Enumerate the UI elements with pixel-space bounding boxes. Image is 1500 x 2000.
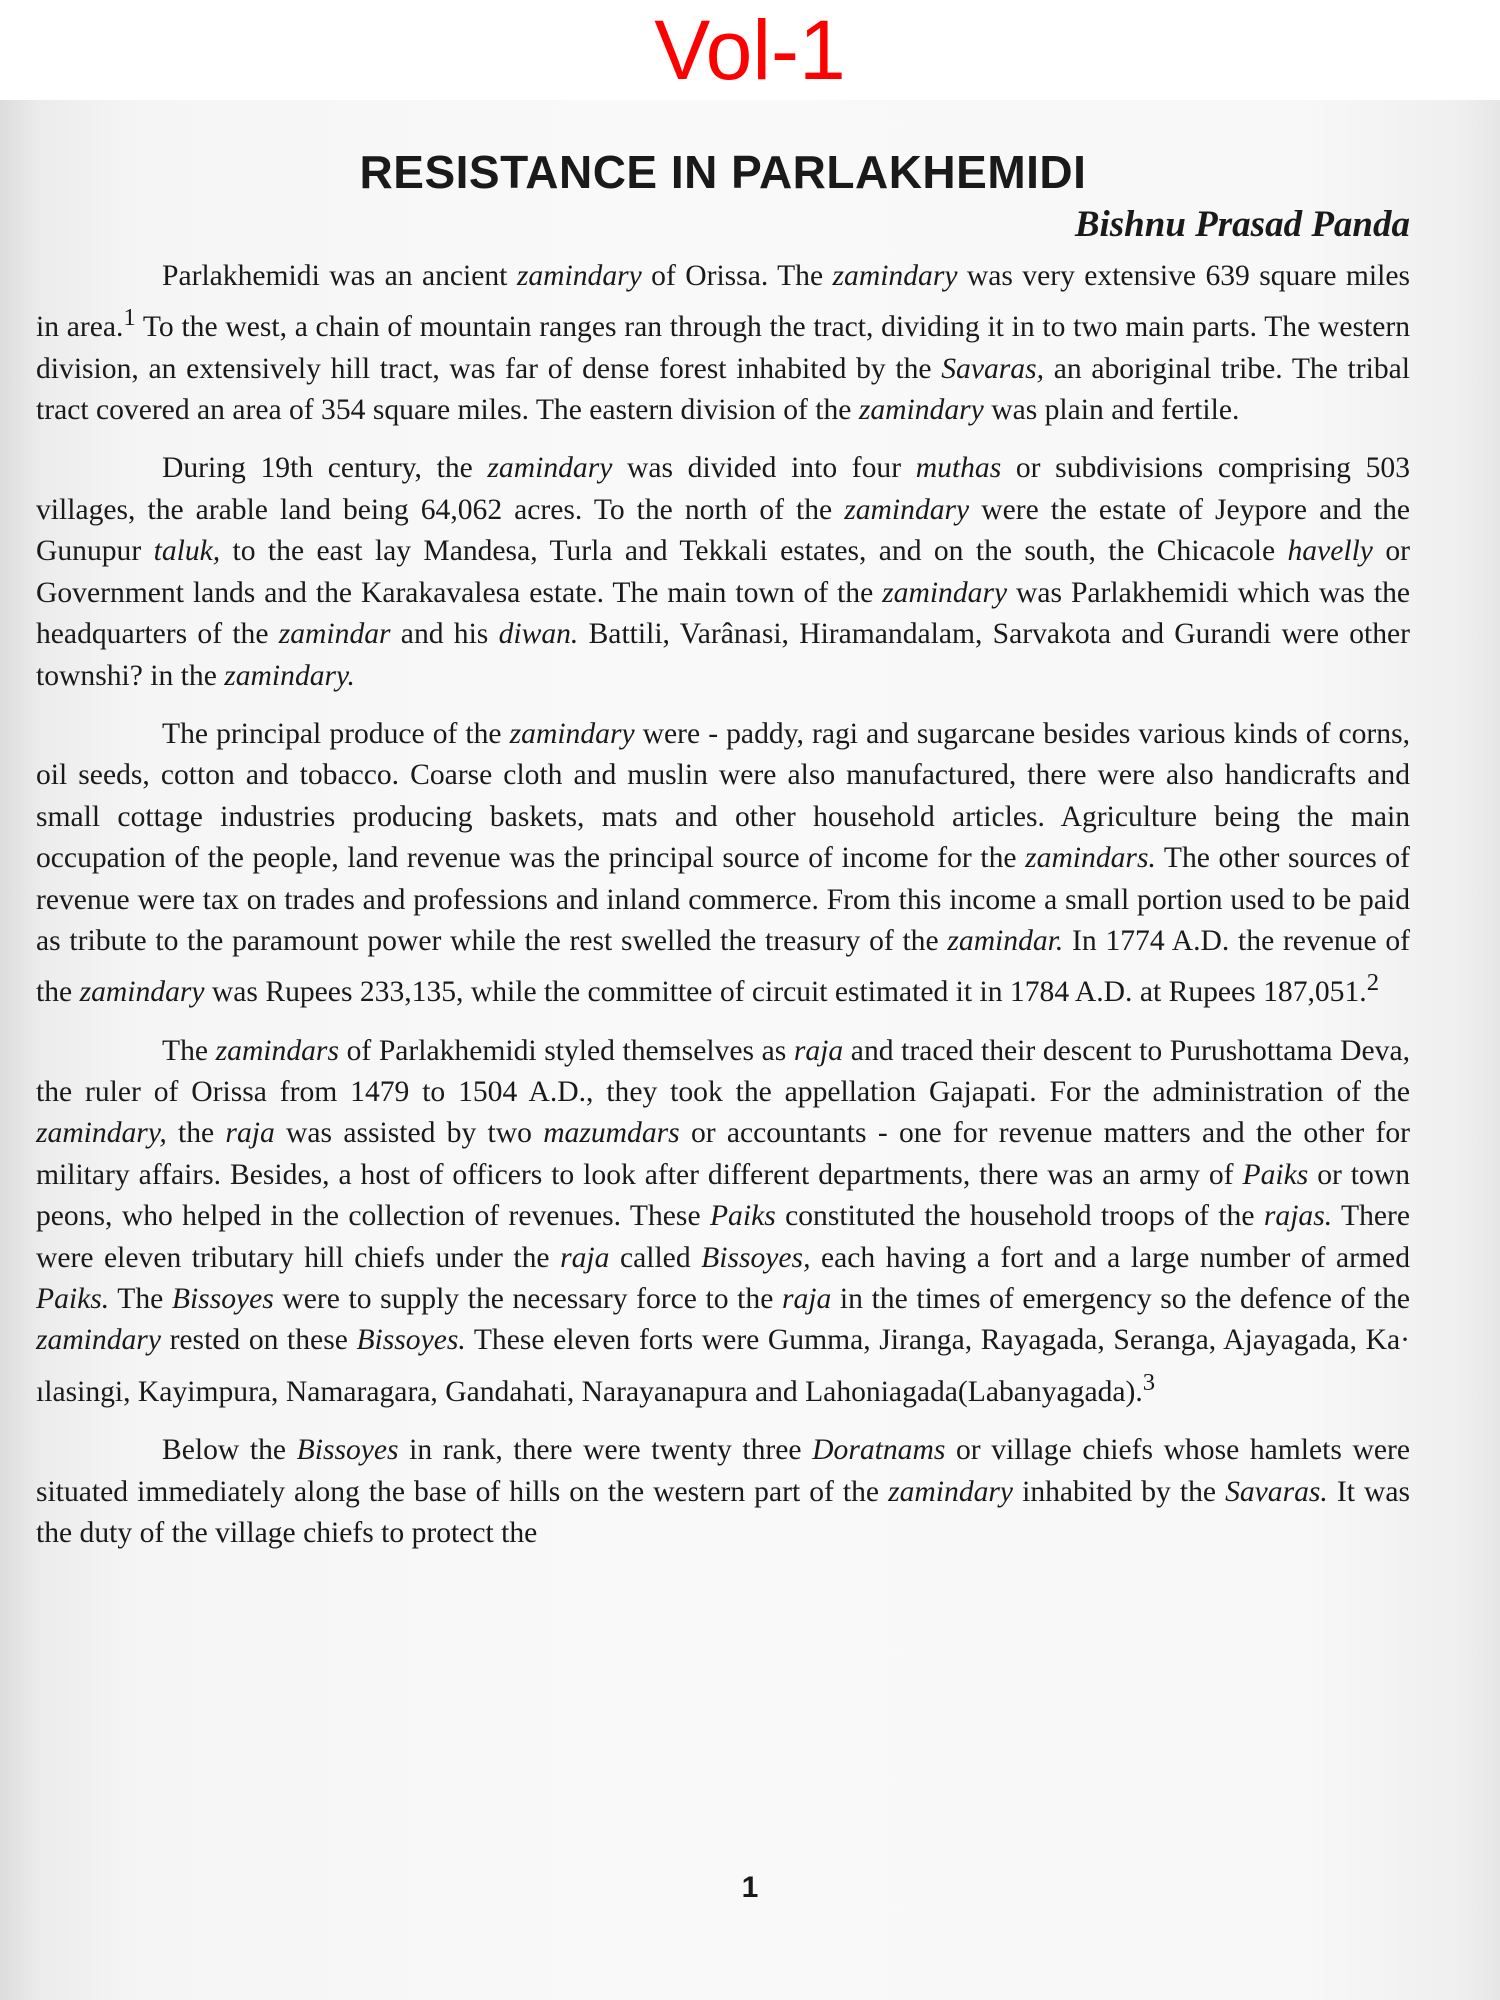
italic-term: mazumdars (543, 1117, 680, 1150)
italic-term: Doratnams (812, 1434, 946, 1467)
text-run: was Rupees 233,135, while the committee of circuit estimated it in 1784 A.D. at Rupees 187,051. (204, 976, 1367, 1009)
italic-term: muthas (915, 452, 1002, 485)
italic-term: zamindars (215, 1034, 339, 1067)
text-run: Parlakhemidi was an ancient (162, 260, 517, 292)
italic-term: zamindar. (947, 924, 1064, 957)
text-run: and traced their descent to Purushottama Deva, the ruler of Orissa from 1479 to 1504 A.D., they took the appellation Gajapati. For the administration of the (36, 1034, 1410, 1109)
text-run: Battili, Varânasi, Hiramandalam, Sarvakota and Gurandi were other townshi? in the (36, 618, 1411, 692)
text-run: of Orissa. The (641, 260, 833, 292)
text-run: It was the duty of the village chiefs to protect the (36, 1475, 1410, 1549)
italic-term: Savaras. (1225, 1475, 1328, 1508)
italic-term: raja (225, 1117, 275, 1150)
text-run: were the estate of Jeypore and the Gunupur (36, 493, 1410, 568)
text-run: were - paddy, ragi and sugarcane besides various kinds of corns, oil seeds, cotton and tobacco. Coarse cloth and muslin were also manufactured, there were also handicrafts and small cottage industries producing baskets, mats and other household articles. Agriculture being the main occupation of the people, land revenue was the principal source of income for the (36, 717, 1411, 875)
text-run: rested on these (160, 1324, 357, 1357)
text-run: These eleven forts were Gumma, Jiranga, Rayagada, Seranga, Ajayagada, Ka· ılasingi, Kayimpura, Namaragara, Gandahati, Narayanapura and Lahoniagada(Labanyagada). (36, 1324, 1410, 1408)
italic-term: zamindary. (224, 659, 355, 692)
text-run: was assisted by two (274, 1117, 544, 1150)
italic-term: Paiks (1242, 1158, 1309, 1191)
italic-term: zamindary (36, 1324, 161, 1357)
text-run: an aboriginal tribe. The tribal tract covered an area of 354 square miles. The eastern division of the (36, 352, 1410, 427)
italic-term: raja (781, 1283, 832, 1316)
text-run: the (166, 1117, 226, 1150)
text-run: To the west, a chain of mountain ranges ran through the tract, dividing it in to two main parts. The western division, an extensively hill tract, was far of dense forest inhabited by the (36, 311, 1410, 385)
text-run: The principal produce of the (162, 717, 510, 750)
paragraph (36, 714, 1410, 1014)
italic-term: Bissoyes (171, 1283, 274, 1316)
text-run: and his (390, 618, 499, 651)
text-run: called (609, 1241, 702, 1274)
text-run: in rank, there were twenty three (398, 1434, 813, 1467)
text-run: each having a fort and a large number of armed (810, 1241, 1410, 1274)
italic-term: zamindary (516, 260, 642, 292)
footnote-marker: 2 (1366, 969, 1380, 997)
text-run: was plain and fertile. (983, 394, 1240, 427)
italic-term: zamindary (844, 493, 970, 526)
article-author: Bishnu Prasad Panda (1074, 204, 1410, 245)
text-run: or village chiefs whose hamlets were situated immediately along the base of hills on the western part of the (36, 1434, 1410, 1508)
italic-term: zamindary (888, 1475, 1014, 1508)
text-run: or accountants - one for revenue matters and the other for military affairs. Besides, a host of officers to look after different departments, there was an army of (36, 1117, 1411, 1191)
text-run: The (162, 1034, 216, 1067)
text-run: In 1774 A.D. the revenue of the (36, 924, 1411, 1009)
text-run: or Government lands and the Karakavalesa estate. The main town of the (36, 535, 1410, 609)
italic-term: zamindar (278, 618, 391, 651)
text-run: was divided into four (612, 452, 916, 485)
italic-term: zamindary, (36, 1117, 167, 1150)
paragraph (36, 256, 1410, 431)
book-page (0, 100, 1500, 2000)
italic-term: rajas. (1263, 1200, 1333, 1233)
italic-term: Bissoyes. (356, 1324, 466, 1357)
text-run: There were eleven tributary hill chiefs under the (36, 1200, 1410, 1274)
paragraph (36, 1031, 1410, 1414)
text-run: The (109, 1283, 172, 1316)
text-run: was Parlakhemidi which was the headquarters of the (36, 576, 1410, 651)
italic-term: Savaras, (941, 352, 1044, 385)
text-run: to the east lay Mandesa, Turla and Tekkali estates, and on the south, the Chicacole (220, 535, 1288, 568)
text-run: of Parlakhemidi styled themselves as (338, 1034, 794, 1067)
italic-term: Bissoyes, (701, 1241, 811, 1274)
text-run: Below the (162, 1434, 297, 1467)
text-run: was very extensive 639 square miles in area. (36, 260, 1410, 344)
italic-term: raja (793, 1034, 844, 1067)
text-run: The other sources of revenue were tax on trades and professions and inland commerce. From this income a small portion used to be paid as tribute to the paramount power while the rest swelled the treasury of the (36, 842, 1410, 957)
text-run: or subdivisions comprising 503 villages, the arable land being 64,062 acres. To the north of the (36, 452, 1411, 526)
article-title: RESISTANCE IN PARLAKHEMIDI (359, 146, 1087, 198)
italic-term: zamindary (882, 576, 1008, 609)
paragraph (36, 1430, 1410, 1554)
italic-term: diwan. (498, 618, 579, 651)
footnote-marker: 3 (1142, 1368, 1156, 1396)
italic-term: zamindary (79, 976, 205, 1009)
italic-term: Bissoyes (296, 1434, 399, 1467)
footnote-marker: 1 (123, 304, 136, 332)
text-run: in the times of emergency so the defence of the (831, 1283, 1410, 1316)
text-run: During 19th century, the (162, 452, 488, 485)
page-content (36, 100, 1410, 1571)
text-run: constituted the household troops of the (775, 1200, 1264, 1233)
paragraph (36, 448, 1410, 696)
italic-term: zamindary (858, 394, 984, 427)
italic-term: zamindary (509, 717, 635, 750)
italic-term: Paiks. (36, 1283, 110, 1316)
italic-term: raja (560, 1241, 610, 1274)
volume-label: Vol-1 (654, 3, 846, 97)
italic-term: Paiks (709, 1200, 776, 1233)
italic-term: zamindars. (1025, 842, 1156, 875)
italic-term: havelly (1287, 535, 1373, 568)
italic-term: zamindary (487, 452, 613, 485)
volume-banner (0, 0, 1500, 100)
text-run: were to supply the necessary force to the (273, 1283, 782, 1316)
text-run: or town peons, who helped in the collection of revenues. These (36, 1158, 1410, 1233)
text-run: inhabited by the (1013, 1475, 1226, 1508)
italic-term: zamindary (832, 260, 958, 292)
italic-term: taluk, (153, 535, 221, 568)
page-number: 1 (741, 1871, 759, 1904)
